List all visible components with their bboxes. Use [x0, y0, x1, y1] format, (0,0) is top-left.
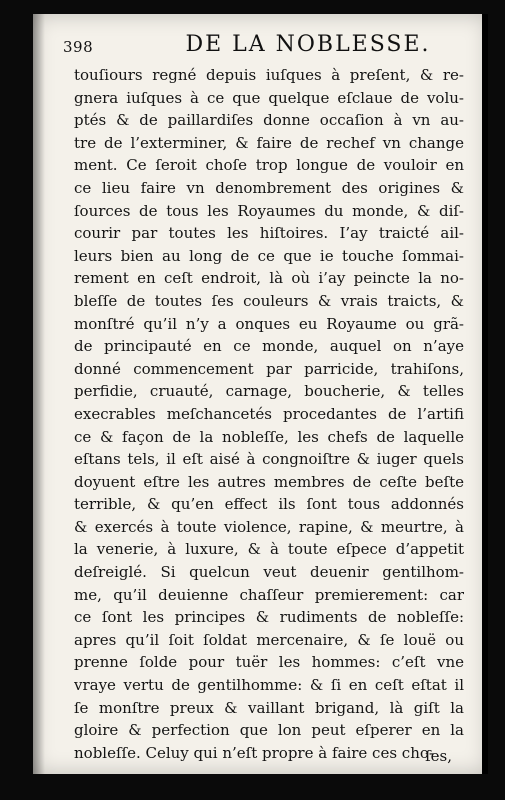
text-line: ptés & de paillardiſes donne occaſion à vn au-	[74, 111, 464, 130]
page-gutter-shadow	[33, 14, 45, 774]
text-line: ce ſont les principes & rudiments de nobleſſe:	[74, 608, 464, 627]
text-line: ſources de tous les Royaumes du monde, & diſ-	[74, 201, 464, 220]
text-line: rement en ceſt endroit, là où i’ay peincte la no-	[74, 269, 464, 288]
text-line: me, qu’il deuienne chaſſeur premierement: car	[74, 585, 464, 604]
text-line: gloire & perfection que lon peut eſperer en la	[74, 721, 464, 740]
text-line: deſreiglé. Si quelcun veut deuenir gentilhom-	[74, 563, 464, 582]
text-line: leurs bien au long de ce que ie touche ſommai-	[74, 246, 464, 265]
text-line: la venerie, à luxure, & à toute eſpece d’appetit	[74, 540, 464, 559]
text-line: de principauté en ce monde, auquel on n’aye	[74, 337, 464, 356]
text-line: prenne ſolde pour tuër les hommes: c’eſt vne	[74, 653, 464, 672]
text-line: donné commencement par parricide, trahiſons,	[74, 359, 464, 378]
text-line: ce lieu faire vn denombrement des origines &	[74, 178, 464, 197]
text-line: bleſſe de toutes ſes couleurs & vrais traicts, &	[74, 291, 464, 310]
page-edge-shadow	[482, 14, 488, 774]
text-line: nobleſſe. Celuy qui n’eſt propre à faire ces cho-	[74, 743, 434, 762]
text-line: doyuent eſtre les autres membres de ceſte beſte	[74, 472, 464, 491]
body-text	[74, 64, 464, 764]
text-line: eſtans tels, il eſt aisé à congnoiſtre & iuger quels	[74, 450, 464, 469]
text-line: ſe monſtre preux & vaillant brigand, là giſt la	[74, 698, 464, 717]
running-head: DE LA NOBLESSE.	[185, 32, 431, 57]
text-line: touſiours regné depuis iuſques à preſent, & re-	[74, 66, 464, 84]
text-line: & exercés à toute violence, rapine, & meurtre, à	[74, 517, 464, 536]
text-line: perfidie, cruauté, carnage, boucherie, & telles	[74, 382, 464, 401]
book-page	[33, 14, 488, 774]
text-line: terrible, & qu’en effect ils ſont tous addonnés	[74, 495, 464, 514]
text-line: ment. Ce ſeroit choſe trop longue de vouloir en	[74, 156, 464, 175]
text-line: gnera iuſques à ce que quelque eſclaue de volu-	[74, 88, 464, 107]
text-line: execrables meſchancetés procedantes de l’artifi	[74, 404, 464, 423]
text-line: tre de l’exterminer, & faire de rechef vn change	[74, 133, 464, 152]
text-line: vraye vertu de gentilhomme: & ſi en ceſt eſtat il	[74, 676, 464, 695]
page-number: 398	[63, 38, 94, 56]
page-header	[63, 32, 468, 64]
text-line: ce & façon de la nobleſſe, les chefs de laquelle	[74, 427, 464, 446]
text-line: apres qu’il ſoit ſoldat mercenaire, & ſe louë ou	[74, 630, 464, 649]
text-line: courir par toutes les hiſtoires. I’ay traicté ail-	[74, 224, 464, 243]
catchword: ſes,	[425, 747, 452, 765]
text-line: monſtré qu’il n’y a onques eu Royaume ou grã-	[74, 314, 464, 333]
